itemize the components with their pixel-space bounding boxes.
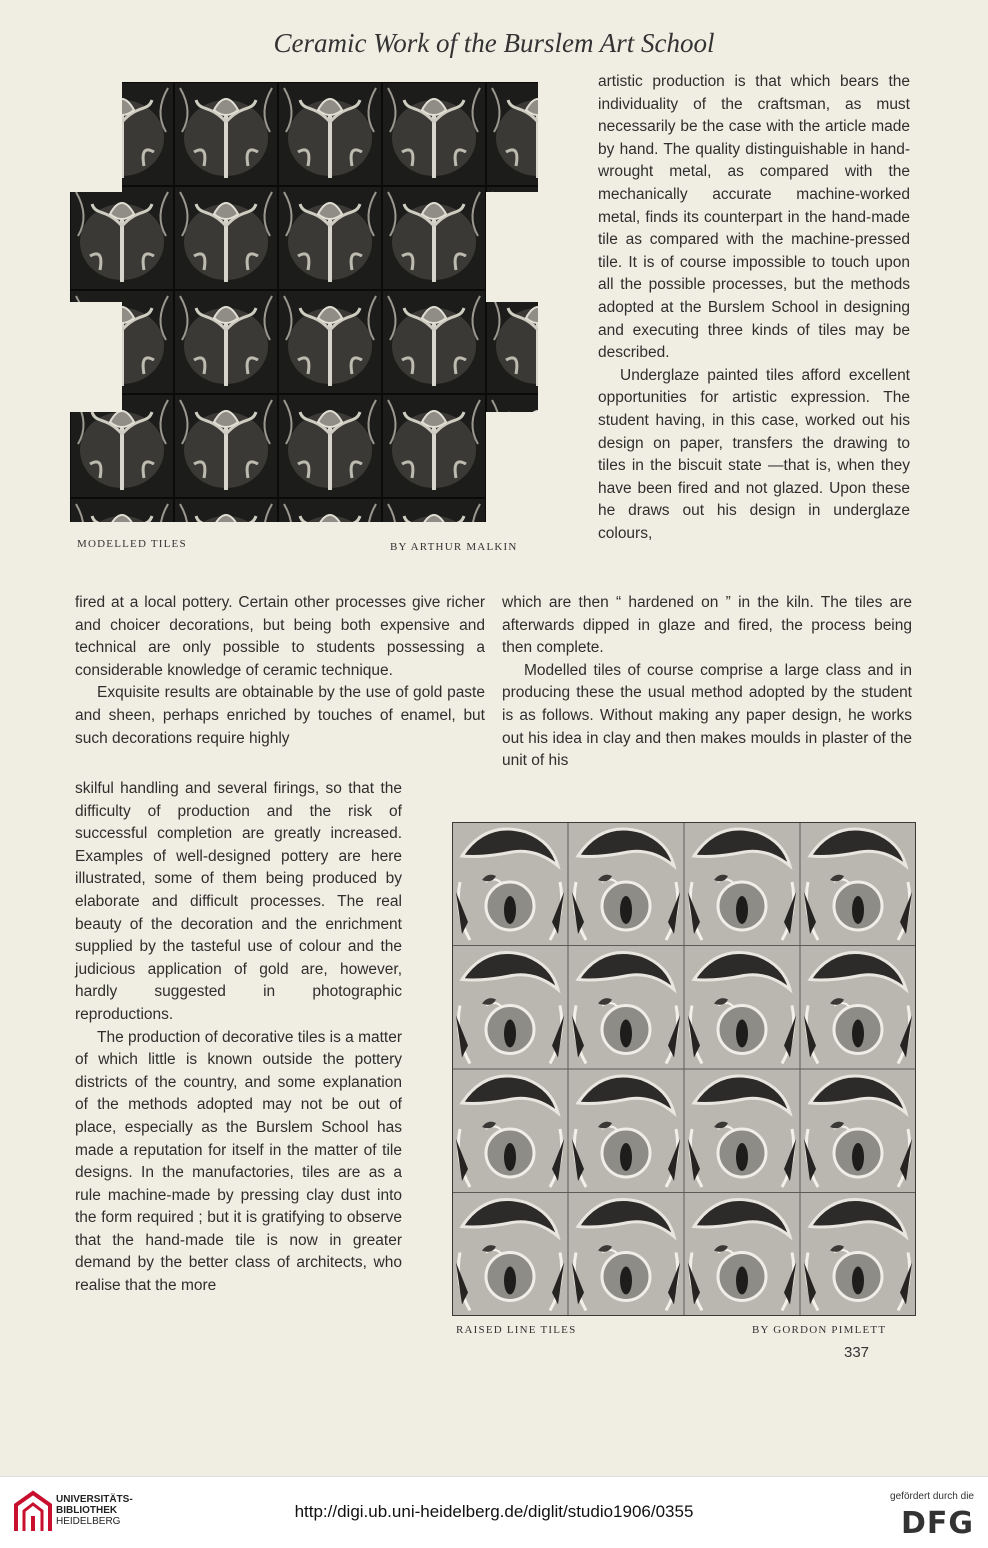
library-name-line: HEIDELBERG (56, 1516, 121, 1527)
paragraph: artistic production is that which bears the individuality of the craftsman, as must necessarily be the case with the article made by hand. The quality distinguishable in hand-wrought metal, as compared with the mechanically accurate machine-worked metal, finds its counterpart in the hand-made tile as compared with the machine-pressed tile. It is of course impossible to touch upon all the possible processes, but the methods adopted at the Burslem School in designing and executing three kinds of tiles may be described. (598, 73, 910, 362)
dfg-logo: DFG (900, 1506, 974, 1541)
page-number: 337 (844, 1344, 870, 1361)
raised-line-tiles-illustration (452, 822, 916, 1316)
figure-caption-left: MODELLED TILES (77, 538, 187, 550)
running-title: Ceramic Work of the Burslem Art School (273, 28, 715, 58)
text-block-right-top (598, 71, 910, 545)
paragraph: skilful handling and several firings, so that the difficulty of production and the risk of successful completion are greatly increased. Examples of well-designed pottery are here illustrated, some of them being produced by elaborate and difficult processes. The real beauty of the decoration and the enrichment supplied by the tasteful use of colour and the judicious application of gold are, however, hardly suggested in photographic reproductions. (75, 780, 402, 1023)
text-block-right-mid (502, 592, 912, 773)
figure-caption-right: BY ARTHUR MALKIN (390, 541, 518, 553)
library-name-line: UNIVERSITÄTS- (56, 1494, 133, 1505)
paragraph: fired at a local pottery. Certain other processes give richer and choicer decorations, but being both expensive and technical are only possible to students possessing a considerable knowledge of ceramic technique. (75, 594, 485, 679)
library-name-line: BIBLIOTHEK (56, 1505, 118, 1516)
paragraph: Underglaze painted tiles afford excellent opportunities for artistic expression. The student having, in this case, worked out his design on paper, transfers the drawing to tiles in the biscuit state —that is, when they have been fired and not glazed. Upon these he draws out his design in underglaze colours, (598, 366, 910, 542)
source-url-link[interactable]: http://digi.ub.uni-heidelberg.de/diglit/studio1906/0355 (294, 1502, 694, 1521)
figure-caption-right: BY GORDON PIMLETT (752, 1324, 887, 1336)
paragraph: Modelled tiles of course comprise a large class and in producing these the usual method adopted by the student is as follows. Without making any paper design, he works out his idea in clay and then makes moulds in plaster of the unit of his (502, 661, 912, 770)
digitization-footer (0, 1476, 988, 1548)
funding-note: gefördert durch die (890, 1491, 974, 1502)
raised-line-tiles-plate (452, 822, 916, 1316)
text-block-left-mid (75, 592, 485, 750)
figure-caption-left: RAISED LINE TILES (456, 1324, 577, 1336)
paragraph: The production of decorative tiles is a matter of which little is known outside the pottery districts of the country, and some explanation of the methods adopted may not be out of place, especially as the Burslem School has made a reputation for itself in the matter of tile designs. In the manufactories, tiles are as a rule machine-made by pressing clay dust into the form required ; but it is gratifying to observe that the hand-made tile is now in greater demand by the better class of architects, who realise that the more (75, 1028, 402, 1295)
text-block-left-lower (75, 778, 402, 1298)
paragraph: which are then “ hardened on ” in the kiln. The tiles are afterwards dipped in glaze and fired, the process being then complete. (502, 594, 912, 657)
paragraph: Exquisite results are obtainable by the use of gold paste and sheen, perhaps enriched by touches of enamel, but such decorations require highly (75, 684, 485, 747)
modelled-tiles-illustration (70, 82, 538, 522)
modelled-tiles-plate (70, 82, 538, 522)
